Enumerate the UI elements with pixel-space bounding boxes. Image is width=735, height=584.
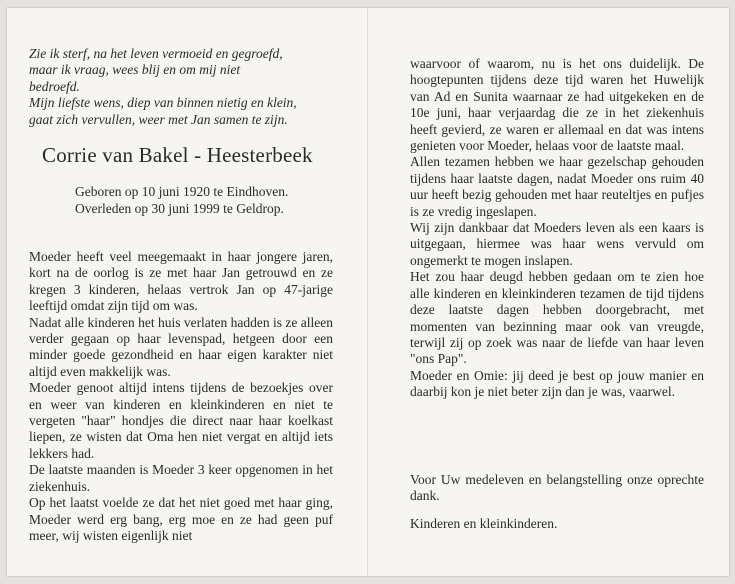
paragraph: Allen tezamen hebben we haar gezelschap gehouden tijdens haar laatste dagen, nadat Moeder ons ruim 40 uur heeft bezig gehouden met haar reuteltjes en pufjes is ze vredig ingeslapen. bbox=[410, 154, 704, 219]
paragraph: Moeder genoot altijd intens tijdens de bezoekjes over en weer van kinderen en kleinkinderen en niet te vergeten "haar" hondjes die direct naar haar koelkast liepen, ze wisten dat Oma hen niet vergat en altijd iets lekkers had. bbox=[29, 380, 333, 461]
card-fold-line bbox=[367, 8, 368, 576]
paragraph: De laatste maanden is Moeder 3 keer opgenomen in het ziekenhuis. bbox=[29, 462, 333, 494]
death-date: Overleden op 30 juni 1999 te Geldrop. bbox=[75, 200, 284, 216]
biography-left bbox=[29, 249, 333, 544]
signature: Kinderen en kleinkinderen. bbox=[410, 516, 558, 531]
memorial-poem bbox=[29, 46, 349, 128]
biography-right bbox=[410, 56, 704, 401]
birth-date: Geboren op 10 juni 1920 te Eindhoven. bbox=[75, 184, 289, 199]
paragraph: Op het laatst voelde ze dat het niet goed met haar ging, Moeder werd erg bang, erg moe en ze had geen puf meer, wij wisten eigenlijk niet bbox=[29, 495, 333, 543]
paragraph: Nadat alle kinderen het huis verlaten hadden is ze alleen verder gegaan op haar levenspad, hetgeen door een minder goede gezondheid en haar eigen karakter niet altijd even makkelijk was. bbox=[29, 314, 333, 379]
paragraph: waarvoor of waarom, nu is het ons duidelijk. De hoogtepunten tijdens deze tijd waren het Huwelijk van Ad en Sunita waarnaar ze had uitgekeken en de 10e juni, haar verjaardag die ze in het ziekenhuis heeft gevierd, ze waren er allemaal en dat was intens genieten voor Moeder, helaas voor de laatste maal. bbox=[410, 56, 704, 154]
paragraph: Moeder en Omie: jij deed je best op jouw manier en daarbij kon je niet beter zijn dan je was, vaarwel. bbox=[410, 367, 704, 400]
thanks-note: Voor Uw medeleven en belangstelling onze oprechte dank. bbox=[410, 472, 704, 504]
paragraph: Het zou haar deugd hebben gedaan om te zien hoe alle kinderen en kleinkinderen tezamen de tijd tijdens deze laatste dagen hebben doorgebracht, met momenten van bezinning maar ook van vreugde, terwijl zij op zoek was naar de liefde van haar leven "ons Pap". bbox=[410, 269, 704, 367]
poem-line: Mijn liefste wens, diep van binnen nietig en klein, bbox=[29, 95, 297, 111]
poem-line: bedroefd. bbox=[29, 78, 80, 94]
poem-line: maar ik vraag, wees blij en om mij niet bbox=[29, 62, 241, 78]
paragraph: Moeder heeft veel meegemaakt in haar jongere jaren, kort na de oorlog is ze met haar Jan getrouwd en ze kregen 3 kinderen, helaas vertrok Jan op 47-jarige leeftijd omdat zijn tijd om was. bbox=[29, 249, 333, 314]
deceased-name: Corrie van Bakel - Heesterbeek bbox=[42, 143, 313, 167]
paragraph: Wij zijn dankbaar dat Moeders leven als een kaars is uitgegaan, hiermee was haar wens vervuld om ongemerkt te mogen inslapen. bbox=[410, 220, 704, 268]
life-dates bbox=[75, 184, 288, 217]
poem-line: gaat zich vervullen, weer met Jan samen te zijn. bbox=[29, 111, 288, 127]
poem-line: Zie ik sterf, na het leven vermoeid en gegroefd, bbox=[29, 46, 283, 61]
